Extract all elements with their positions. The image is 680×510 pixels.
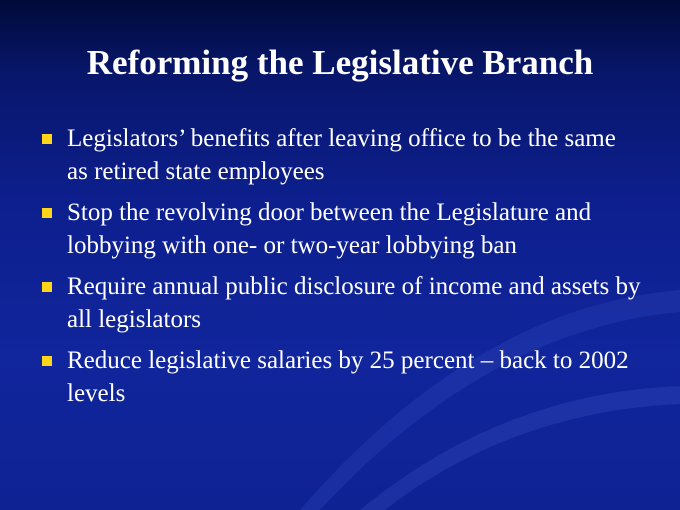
- bullet-square-icon: [42, 356, 52, 366]
- bullet-square-icon: [42, 208, 52, 218]
- bullet-text: Stop the revolving door between the Legislature and lobbying with one- or two-year lobbying ban: [67, 199, 592, 259]
- bullet-square-icon: [42, 282, 52, 292]
- bullet-text: Require annual public disclosure of income and assets by all legislators: [67, 273, 641, 333]
- bullet-square-icon: [42, 134, 52, 144]
- bullet-text: Reduce legislative salaries by 25 percent – back to 2002 levels: [67, 347, 629, 407]
- bullet-item: [42, 270, 642, 336]
- slide-title: Reforming the Legislative Branch: [86, 43, 594, 82]
- bullet-list: [42, 122, 642, 418]
- bullet-item: [42, 122, 642, 188]
- bullet-text: Legislators’ benefits after leaving office to be the same as retired state employees: [67, 125, 616, 185]
- bullet-item: [42, 196, 642, 262]
- bullet-item: [42, 344, 642, 410]
